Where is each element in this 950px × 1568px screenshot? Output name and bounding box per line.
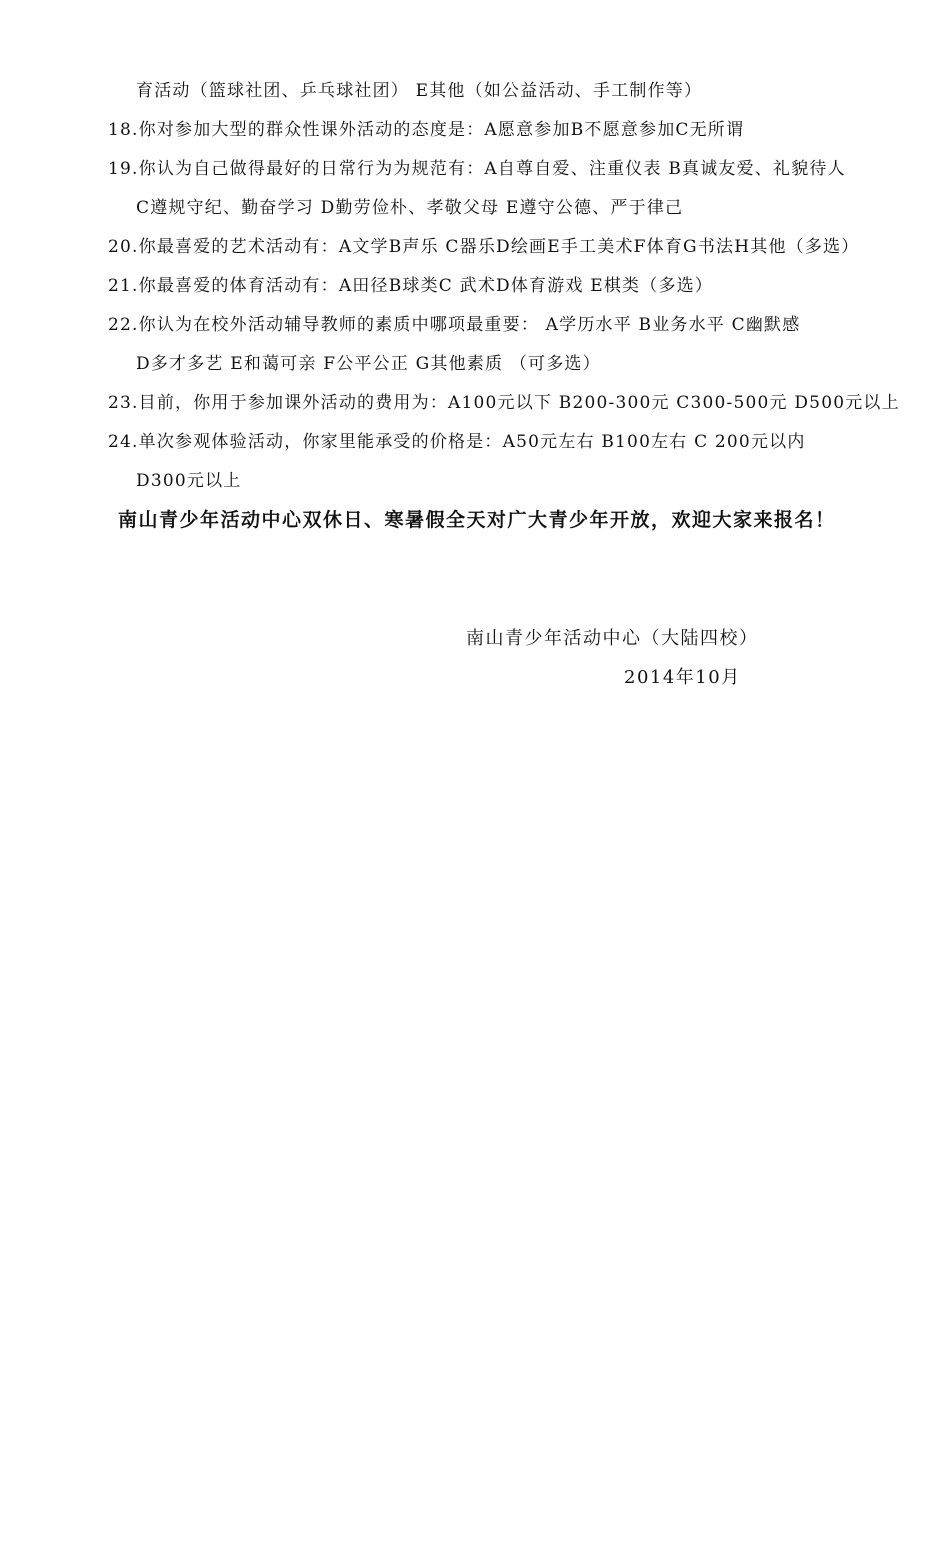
notice-text: 南山青少年活动中心双休日、寒暑假全天对广大青少年开放，欢迎大家来报名！ — [118, 509, 836, 531]
question-24: 24.单次参观体验活动，你家里能承受的价格是：A50元左右 B100左右 C 200元以内 — [108, 432, 806, 452]
question-19: 19.你认为自己做得最好的日常行为为规范有：A自尊自爱、注重仪表 B真诚友爱、礼貌待人 — [108, 159, 846, 179]
question-21: 21.你最喜爱的体育活动有：A田径B球类C 武术D体育游戏 E棋类（多选） — [108, 276, 714, 296]
question-22-continuation: D多才多艺 E和蔼可亲 F公平公正 G其他素质 （可多选） — [136, 354, 601, 374]
question-17-continuation: 育活动（篮球社团、乒乓球社团） E其他（如公益活动、手工制作等） — [136, 81, 703, 101]
question-22: 22.你认为在校外活动辅导教师的素质中哪项最重要： A学历水平 B业务水平 C幽默感 — [108, 315, 801, 335]
question-20: 20.你最喜爱的艺术活动有：A文学B声乐 C器乐D绘画E手工美术F体育G书法H其他（多选） — [108, 237, 860, 257]
question-23: 23.目前，你用于参加课外活动的费用为：A100元以下 B200-300元 C300-500元 D500元以上 — [108, 393, 900, 413]
question-24-continuation: D300元以上 — [136, 471, 242, 491]
signature-date: 2014年10月 — [624, 667, 741, 688]
signature-organization: 南山青少年活动中心（大陆四校） — [466, 628, 759, 649]
question-19-continuation: C遵规守纪、勤奋学习 D勤劳俭朴、孝敬父母 E遵守公德、严于律己 — [136, 198, 684, 218]
question-18: 18.你对参加大型的群众性课外活动的态度是：A愿意参加B不愿意参加C无所谓 — [108, 120, 745, 140]
